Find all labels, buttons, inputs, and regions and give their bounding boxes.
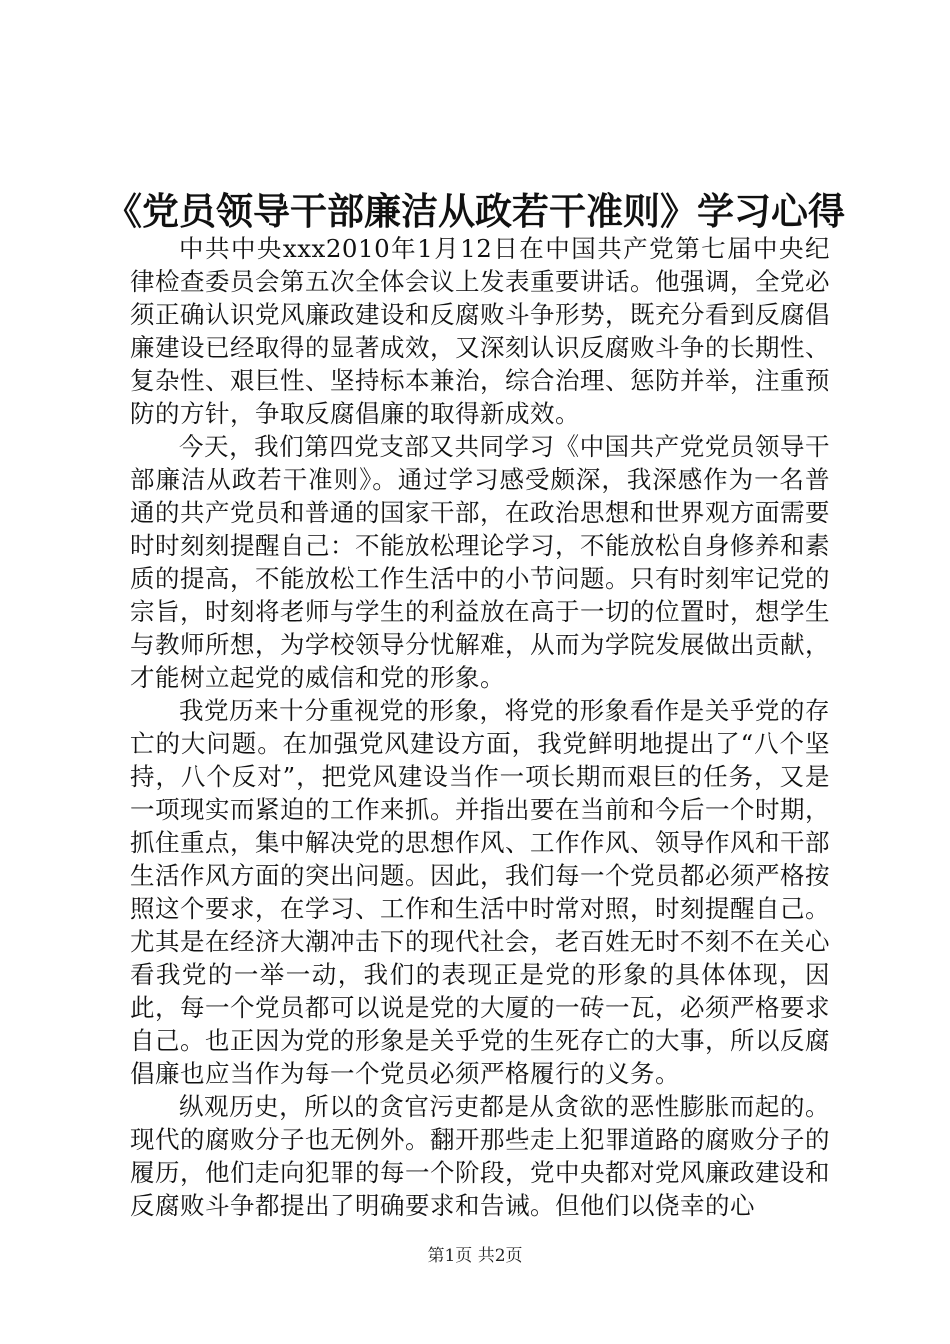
page-number-footer: 第1页 共2页 xyxy=(427,1246,523,1266)
paragraph-3: 我党历来十分重视党的形象，将党的形象看作是关乎党的存亡的大问题。在加强党风建设方面，我党鲜明地提出了“八个坚持，八个反对”，把党风建设当作一项长期而艰巨的任务，又是一项现实而紧迫的工作来抓。并指出要在当前和今后一个时期，抓住重点，集中解决党的思想作风、工作作风、领导作风和干部生活作风方面的突出问题。因此，我们每一个党员都必须严格按照这个要求，在学习、工作和生活中时常对照，时刻提醒自己。尤其是在经济大潮冲击下的现代社会，老百姓无时不刻不在关心看我党的一举一动，我们的表现正是党的形象的具体体现，因此，每一个党员都可以说是党的大厦的一砖一瓦，必须严格要求自己。也正因为党的形象是关乎党的生死存亡的大事，所以反腐倡廉也应当作为每一个党员必须严格履行的义务。 xyxy=(130,696,830,1088)
paragraph-2: 今天，我们第四党支部又共同学习《中国共产党党员领导干部廉洁从政若干准则》。通过学习感受颇深，我深感作为一名普通的共产党员和普通的国家干部，在政治思想和世界观方面需要时时刻刻提醒自己：不能放松理论学习，不能放松自身修养和素质的提高，不能放松工作生活中的小节问题。只有时刻牢记党的宗旨，时刻将老师与学生的利益放在高于一切的位置时，想学生与教师所想，为学校领导分忧解难，从而为学院发展做出贡献，才能树立起党的威信和党的形象。 xyxy=(130,432,830,692)
document-title: 《党员领导干部廉洁从政若干准则》学习心得 xyxy=(105,189,845,233)
paragraph-1: 中共中央xxx2010年1月12日在中国共产党第七届中央纪律检查委员会第五次全体会议上发表重要讲话。他强调，全党必须正确认识党风廉政建设和反腐败斗争形势，既充分看到反腐倡廉建设已经取得的显著成效，又深刻认识反腐败斗争的长期性、复杂性、艰巨性、坚持标本兼治，综合治理、惩防并举，注重预防的方针，争取反腐倡廉的取得新成效。 xyxy=(130,234,830,428)
document-body xyxy=(130,232,830,1222)
paragraph-4: 纵观历史，所以的贪官污吏都是从贪欲的恶性膨胀而起的。现代的腐败分子也无例外。翻开那些走上犯罪道路的腐败分子的履历，他们走向犯罪的每一个阶段，党中央都对党风廉政建设和反腐败斗争都提出了明确要求和告诫。但他们以侥幸的心 xyxy=(130,1092,830,1220)
